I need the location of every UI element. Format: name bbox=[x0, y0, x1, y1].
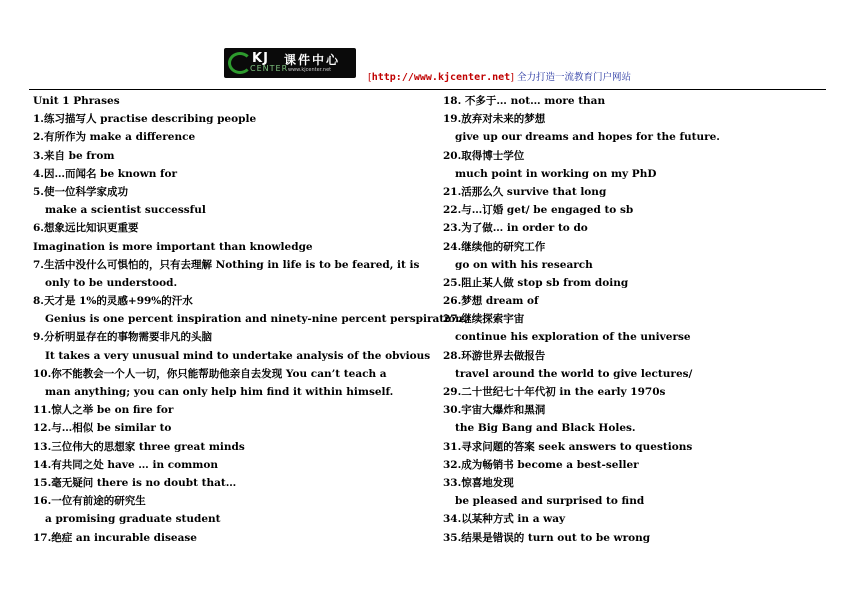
phrase-line: 17.绝症 an incurable disease bbox=[33, 531, 197, 544]
phrase-line: 27.继续探索宇宙 bbox=[443, 313, 525, 326]
phrase-line: 30.宇宙大爆炸和黑洞 bbox=[443, 404, 546, 417]
phrase-translation: be pleased and surprised to find bbox=[455, 495, 645, 508]
phrase-line: 1.练习描写人 practise describing people bbox=[33, 113, 257, 126]
phrase-line: 14.有共同之处 have … in common bbox=[33, 458, 218, 471]
phrase-line: 33.惊喜地发现 bbox=[443, 476, 514, 489]
phrases-right-column bbox=[443, 92, 843, 547]
phrase-line: 18. 不多于… not… more than bbox=[443, 95, 606, 107]
phrase-translation: go on with his research bbox=[455, 258, 593, 271]
phrase-line: 13.三位伟大的思想家 three great minds bbox=[33, 440, 245, 453]
bracket-open: [ bbox=[368, 72, 372, 83]
logo-center-text: CENTER bbox=[250, 64, 289, 73]
header-divider bbox=[29, 89, 826, 90]
header-tagline bbox=[368, 69, 631, 83]
phrase-line: 7.生活中没什么可惧怕的，只有去理解 Nothing in life is to be feared, it is bbox=[33, 258, 420, 271]
phrase-translation: Imagination is more important than knowledge bbox=[33, 240, 313, 253]
phrase-line: 21.活那么久 survive that long bbox=[443, 185, 607, 198]
phrase-translation: continue his exploration of the universe bbox=[455, 331, 691, 344]
phrase-continuation: only to be understood. bbox=[45, 276, 178, 289]
phrase-line: 34.以某种方式 in a way bbox=[443, 513, 566, 526]
phrase-line: 8.天才是 1%的灵感+99%的汗水 bbox=[33, 295, 193, 308]
logo-website: www.kjcenter.net bbox=[288, 67, 332, 73]
phrase-translation: travel around the world to give lectures/ bbox=[455, 367, 693, 380]
phrase-line: 23.为了做… in order to do bbox=[443, 222, 588, 235]
unit-title: Unit 1 Phrases bbox=[33, 95, 120, 107]
phrase-line: 12.与…相似 be similar to bbox=[33, 422, 172, 435]
logo-chinese-name: 课件中心 bbox=[284, 53, 341, 67]
phrase-line: 15.毫无疑问 there is no doubt that… bbox=[33, 476, 237, 489]
page-header bbox=[0, 0, 860, 92]
phrase-line: 3.来自 be from bbox=[33, 149, 115, 162]
phrase-line: 16.一位有前途的研究生 bbox=[33, 495, 146, 508]
phrase-translation: a promising graduate student bbox=[45, 513, 221, 526]
kjcenter-logo bbox=[224, 48, 356, 78]
site-slogan: 全力打造一流教育门户网站 bbox=[516, 72, 631, 83]
phrase-translation: Genius is one percent inspiration and ninety-nine percent perspiration. bbox=[45, 313, 467, 326]
phrase-line: 31.寻求问题的答案 seek answers to questions bbox=[443, 440, 693, 453]
phrase-line: 20.取得博士学位 bbox=[443, 149, 525, 162]
phrase-line: 29.二十世纪七十年代初 in the early 1970s bbox=[443, 386, 666, 398]
phrase-line: 22.与…订婚 get/ be engaged to sb bbox=[443, 204, 634, 217]
phrase-translation: It takes a very unusual mind to undertake analysis of the obvious bbox=[45, 349, 431, 362]
phrase-translation: the Big Bang and Black Holes. bbox=[455, 422, 636, 435]
swoosh-icon bbox=[228, 52, 252, 74]
site-url-link[interactable]: http://www.kjcenter.net bbox=[371, 72, 511, 83]
phrase-line: 5.使一位科学家成功 bbox=[33, 185, 128, 198]
phrase-line: 2.有所作为 make a difference bbox=[33, 131, 196, 144]
phrase-line: 32.成为畅销书 become a best-seller bbox=[443, 458, 639, 471]
phrase-translation: give up our dreams and hopes for the future. bbox=[455, 131, 720, 144]
phrase-line: 24.继续他的研究工作 bbox=[443, 240, 546, 253]
phrases-left-column bbox=[33, 92, 467, 547]
phrase-line: 10.你不能教会一个人一切，你只能帮助他亲自去发现 You can’t teach a bbox=[33, 367, 387, 380]
phrase-line: 28.环游世界去做报告 bbox=[443, 349, 546, 362]
phrase-continuation: man anything; you can only help him find it within himself. bbox=[45, 386, 394, 398]
logo-letters: KJ bbox=[252, 51, 269, 66]
phrase-line: 35.结果是错误的 turn out to be wrong bbox=[443, 531, 651, 544]
phrase-translation: much point in working on my PhD bbox=[455, 167, 657, 180]
phrase-line: 9.分析明显存在的事物需要非凡的头脑 bbox=[33, 331, 212, 344]
phrase-line: 19.放弃对未来的梦想 bbox=[443, 113, 546, 126]
phrase-line: 4.因…而闻名 be known for bbox=[33, 167, 178, 180]
phrase-line: 6.想象远比知识更重要 bbox=[33, 222, 139, 235]
bracket-close: ] bbox=[510, 72, 514, 83]
phrase-line: 26.梦想 dream of bbox=[443, 295, 539, 308]
phrase-translation: make a scientist successful bbox=[45, 204, 206, 217]
phrase-line: 11.惊人之举 be on fire for bbox=[33, 404, 174, 417]
phrase-line: 25.阻止某人做 stop sb from doing bbox=[443, 276, 629, 289]
